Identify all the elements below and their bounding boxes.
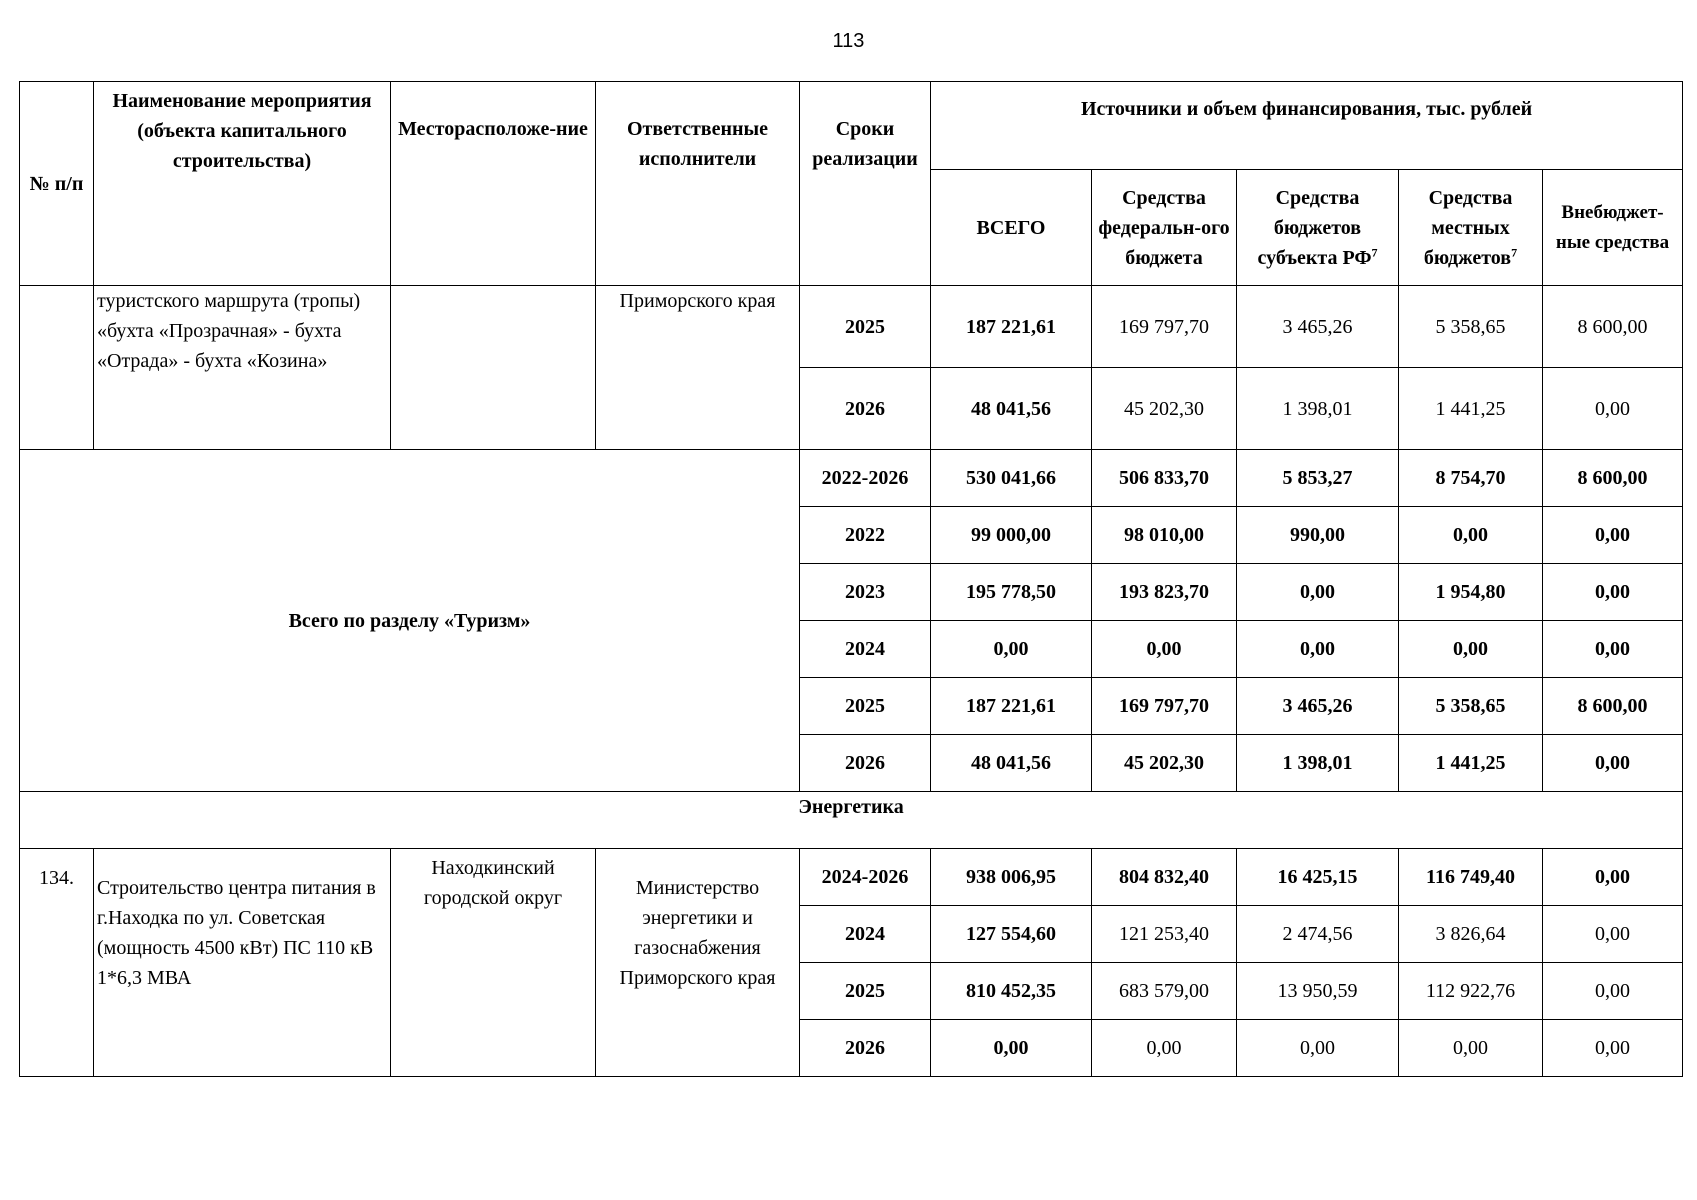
local-cell: 0,00 xyxy=(1399,1020,1543,1077)
header-row xyxy=(20,82,1683,170)
regional-cell: 3 465,26 xyxy=(1237,678,1399,735)
continued-name-cell: туристского маршрута (тропы) «бухта «Прозрачная» - бухта «Отрада» - бухта «Козина» xyxy=(94,286,391,450)
header-period: Сроки реализации xyxy=(800,82,931,286)
item-location: Находкинский городской округ xyxy=(391,849,596,1077)
regional-cell: 5 853,27 xyxy=(1237,450,1399,507)
local-cell: 1 441,25 xyxy=(1399,368,1543,450)
item-name: Строительство центра питания в г.Находка по ул. Советская (мощность 4500 кВт) ПС 110 кВ 1*6,3 МВА xyxy=(94,849,391,1077)
local-cell: 8 754,70 xyxy=(1399,450,1543,507)
federal-cell: 683 579,00 xyxy=(1092,963,1237,1020)
period-cell: 2024 xyxy=(800,621,931,678)
total-cell: 0,00 xyxy=(931,621,1092,678)
section-heading-row xyxy=(20,792,1683,849)
period-cell: 2025 xyxy=(800,678,931,735)
local-cell: 1 441,25 xyxy=(1399,735,1543,792)
header-total: ВСЕГО xyxy=(931,170,1092,286)
local-cell: 5 358,65 xyxy=(1399,286,1543,368)
header-regional xyxy=(1237,170,1399,286)
total-cell: 127 554,60 xyxy=(931,906,1092,963)
period-cell: 2026 xyxy=(800,1020,931,1077)
federal-cell: 506 833,70 xyxy=(1092,450,1237,507)
regional-cell: 0,00 xyxy=(1237,564,1399,621)
federal-cell: 121 253,40 xyxy=(1092,906,1237,963)
header-name: Наименование мероприятия (объекта капитального строительства) xyxy=(94,82,391,286)
extra-cell: 8 600,00 xyxy=(1543,450,1683,507)
regional-cell: 3 465,26 xyxy=(1237,286,1399,368)
extra-cell: 0,00 xyxy=(1543,507,1683,564)
header-local-footnote: 7 xyxy=(1511,244,1518,259)
period-cell: 2024-2026 xyxy=(800,849,931,906)
local-cell: 1 954,80 xyxy=(1399,564,1543,621)
header-federal: Средства федеральн-ого бюджета xyxy=(1092,170,1237,286)
total-cell: 810 452,35 xyxy=(931,963,1092,1020)
federal-cell: 0,00 xyxy=(1092,621,1237,678)
header-num: № п/п xyxy=(20,82,94,286)
header-local xyxy=(1399,170,1543,286)
table-row xyxy=(20,286,1683,368)
header-executors: Ответственные исполнители xyxy=(596,82,800,286)
federal-cell: 169 797,70 xyxy=(1092,286,1237,368)
total-cell: 48 041,56 xyxy=(931,735,1092,792)
period-cell: 2024 xyxy=(800,906,931,963)
total-cell: 530 041,66 xyxy=(931,450,1092,507)
regional-cell: 2 474,56 xyxy=(1237,906,1399,963)
regional-cell: 13 950,59 xyxy=(1237,963,1399,1020)
federal-cell: 0,00 xyxy=(1092,1020,1237,1077)
header-regional-label: Средства бюджетов субъекта РФ xyxy=(1257,186,1372,269)
local-cell: 3 826,64 xyxy=(1399,906,1543,963)
extra-cell: 8 600,00 xyxy=(1543,678,1683,735)
extra-cell: 8 600,00 xyxy=(1543,286,1683,368)
extra-cell: 0,00 xyxy=(1543,564,1683,621)
extra-cell: 0,00 xyxy=(1543,735,1683,792)
extra-cell: 0,00 xyxy=(1543,621,1683,678)
local-cell: 0,00 xyxy=(1399,507,1543,564)
total-cell: 938 006,95 xyxy=(931,849,1092,906)
section-total-label: Всего по разделу «Туризм» xyxy=(20,450,800,792)
total-cell: 99 000,00 xyxy=(931,507,1092,564)
table-row xyxy=(20,849,1683,906)
federal-cell: 169 797,70 xyxy=(1092,678,1237,735)
header-regional-footnote: 7 xyxy=(1371,244,1378,259)
page-number: 113 xyxy=(832,30,865,52)
item-number: 134. xyxy=(20,849,94,1077)
regional-cell: 0,00 xyxy=(1237,621,1399,678)
period-cell: 2022 xyxy=(800,507,931,564)
federal-cell: 193 823,70 xyxy=(1092,564,1237,621)
federal-cell: 45 202,30 xyxy=(1092,735,1237,792)
period-cell: 2026 xyxy=(800,368,931,450)
extra-cell: 0,00 xyxy=(1543,906,1683,963)
federal-cell: 804 832,40 xyxy=(1092,849,1237,906)
period-cell: 2026 xyxy=(800,735,931,792)
regional-cell: 0,00 xyxy=(1237,1020,1399,1077)
local-cell: 112 922,76 xyxy=(1399,963,1543,1020)
period-cell: 2025 xyxy=(800,963,931,1020)
total-cell: 187 221,61 xyxy=(931,678,1092,735)
extra-cell: 0,00 xyxy=(1543,1020,1683,1077)
local-cell: 116 749,40 xyxy=(1399,849,1543,906)
extra-cell: 0,00 xyxy=(1543,849,1683,906)
period-cell: 2023 xyxy=(800,564,931,621)
regional-cell: 990,00 xyxy=(1237,507,1399,564)
local-cell: 5 358,65 xyxy=(1399,678,1543,735)
continued-executors-cell: Приморского края xyxy=(596,286,800,450)
header-extra: Внебюджет-ные средства xyxy=(1543,170,1683,286)
regional-cell: 16 425,15 xyxy=(1237,849,1399,906)
section-heading: Энергетика xyxy=(20,792,1683,849)
total-cell: 187 221,61 xyxy=(931,286,1092,368)
period-cell: 2025 xyxy=(800,286,931,368)
header-local-label: Средства местных бюджетов xyxy=(1423,186,1513,269)
extra-cell: 0,00 xyxy=(1543,368,1683,450)
budget-table xyxy=(19,81,1683,1077)
regional-cell: 1 398,01 xyxy=(1237,368,1399,450)
continued-location-cell xyxy=(391,286,596,450)
continued-num-cell xyxy=(20,286,94,450)
extra-cell: 0,00 xyxy=(1543,963,1683,1020)
federal-cell: 98 010,00 xyxy=(1092,507,1237,564)
federal-cell: 45 202,30 xyxy=(1092,368,1237,450)
local-cell: 0,00 xyxy=(1399,621,1543,678)
item-executors: Министерство энергетики и газоснабжения Приморского края xyxy=(596,849,800,1077)
period-cell: 2022-2026 xyxy=(800,450,931,507)
header-sources: Источники и объем финансирования, тыс. рублей xyxy=(931,82,1683,170)
total-cell: 195 778,50 xyxy=(931,564,1092,621)
regional-cell: 1 398,01 xyxy=(1237,735,1399,792)
total-cell: 0,00 xyxy=(931,1020,1092,1077)
total-cell: 48 041,56 xyxy=(931,368,1092,450)
header-location: Месторасположе-ние xyxy=(391,82,596,286)
table-row xyxy=(20,450,1683,507)
